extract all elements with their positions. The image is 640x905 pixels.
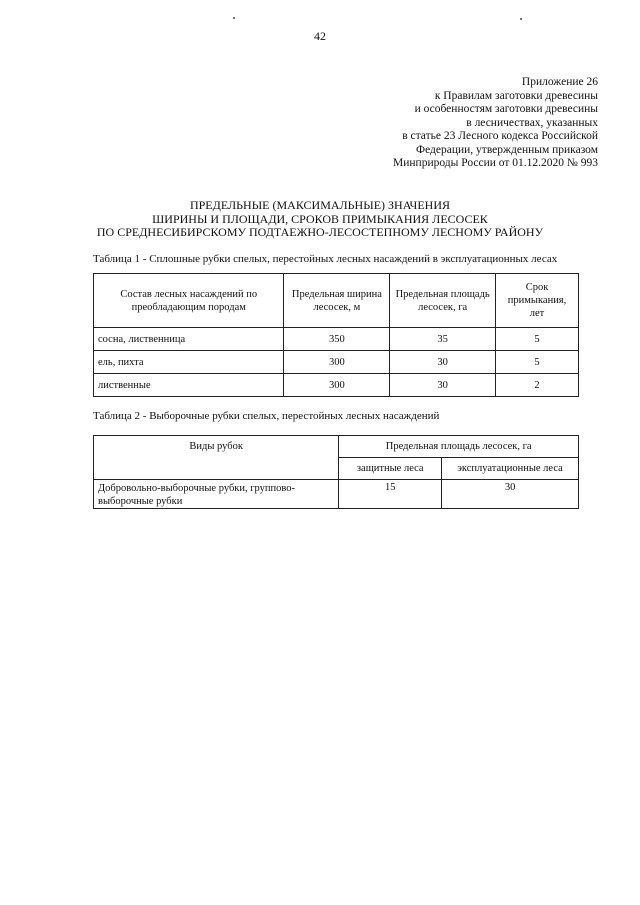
table1-header-cell: Срок примыкания, лет <box>496 274 579 328</box>
table1 <box>93 273 579 397</box>
table-row <box>94 328 579 351</box>
table2-subheader-cell: эксплуатационные леса <box>442 458 579 480</box>
table2 <box>93 435 579 509</box>
appendix-line: и особенностям заготовки древесины <box>414 103 598 115</box>
table-row <box>94 480 579 509</box>
scan-speck <box>233 17 235 19</box>
title-line: ПРЕДЕЛЬНЫЕ (МАКСИМАЛЬНЫЕ) ЗНАЧЕНИЯ <box>189 198 451 212</box>
table1-caption: Таблица 1 - Сплошные рубки спелых, перестойных лесных насаждений в эксплуатационных лесах <box>93 253 558 265</box>
appendix-line: в статье 23 Лесного кодекса Российской <box>402 130 598 142</box>
appendix-line: Федерации, утвержденным приказом <box>415 143 598 156</box>
table2-subheader-cell: защитные леса <box>339 458 442 480</box>
table-cell: 15 <box>339 480 442 509</box>
appendix-note <box>393 76 598 171</box>
table-cell: 30 <box>442 480 579 509</box>
table-cell: 350 <box>284 328 390 351</box>
appendix-line: в лесничествах, указанных <box>466 116 598 129</box>
scan-speck <box>520 18 522 20</box>
table-cell: 300 <box>284 374 390 397</box>
table-cell: 2 <box>496 374 579 397</box>
table-row <box>94 374 579 397</box>
table1-header-cell: Предельная площадь лесосек, га <box>390 274 496 328</box>
title-line: ШИРИНЫ И ПЛОЩАДИ, СРОКОВ ПРИМЫКАНИЯ ЛЕСОСЕК <box>152 211 488 226</box>
table-row <box>94 351 579 374</box>
document-title <box>0 199 640 240</box>
table2-header-row <box>94 436 579 458</box>
table-cell: 35 <box>390 328 496 351</box>
table-cell: 30 <box>390 374 496 397</box>
table-cell: 30 <box>390 351 496 374</box>
table-cell: 5 <box>496 351 579 374</box>
appendix-line: Приложение 26 <box>521 76 598 88</box>
table1-header-row <box>94 274 579 328</box>
table1-header-cell: Предельная ширина лесосек, м <box>284 274 390 328</box>
page-number: 42 <box>314 29 326 43</box>
table-cell: ель, пихта <box>94 351 284 374</box>
table-cell: сосна, лиственница <box>94 328 284 351</box>
table-cell: 300 <box>284 351 390 374</box>
table1-header-cell: Состав лесных насаждений по преобладающим породам <box>94 274 284 328</box>
table2-header-area: Предельная площадь лесосек, га <box>339 436 579 458</box>
appendix-line: Минприроды России от 01.12.2020 № 993 <box>393 157 598 169</box>
table-cell: лиственные <box>94 374 284 397</box>
table-cell: Добровольно-выборочные рубки, группово-выборочные рубки <box>94 480 339 509</box>
table2-header-type: Виды рубок <box>94 436 339 480</box>
title-line: ПО СРЕДНЕСИБИРСКОМУ ПОДТАЕЖНО-ЛЕСОСТЕПНОМУ ЛЕСНОМУ РАЙОНУ <box>96 225 544 239</box>
table2-caption: Таблица 2 - Выборочные рубки спелых, перестойных лесных насаждений <box>93 410 440 422</box>
table-cell: 5 <box>496 328 579 351</box>
appendix-line: к Правилам заготовки древесины <box>434 89 598 102</box>
